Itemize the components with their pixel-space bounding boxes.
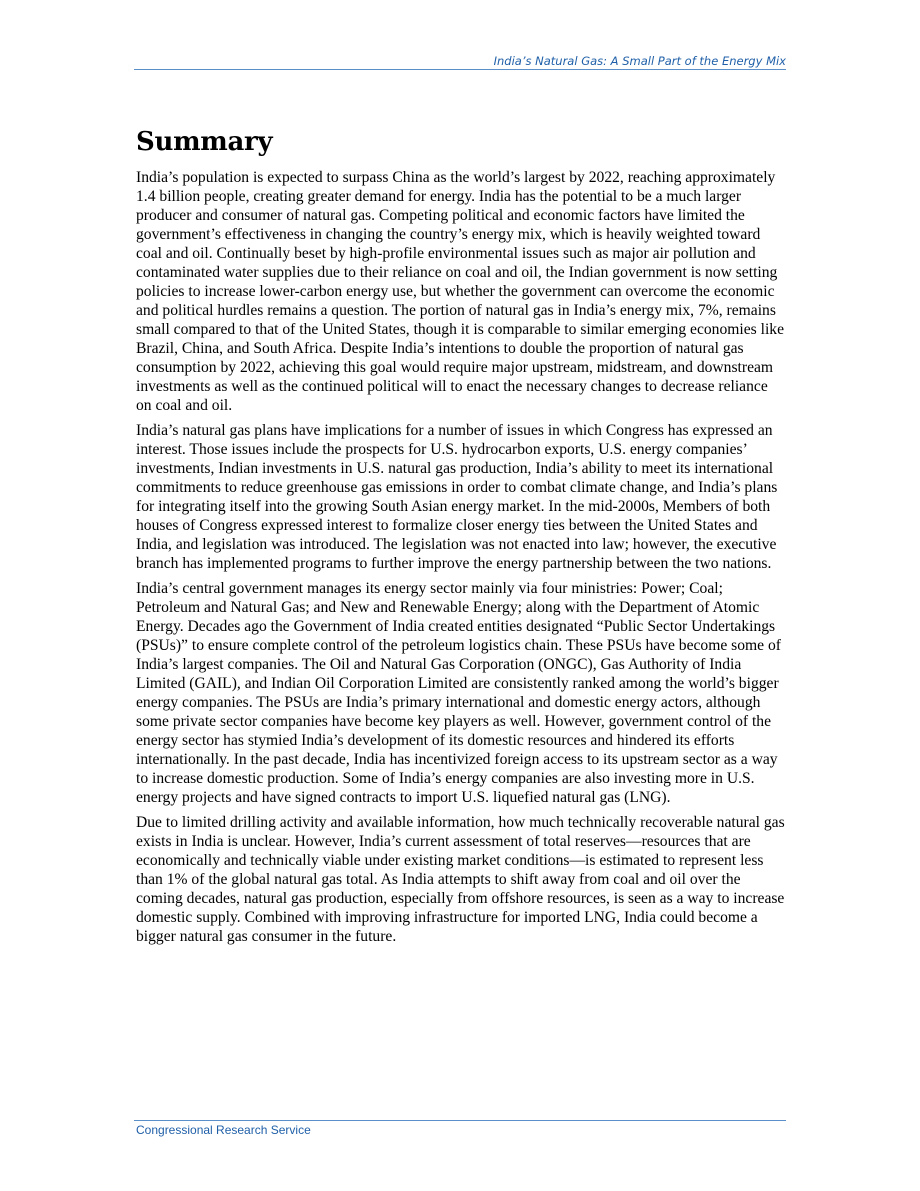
running-header-title: India’s Natural Gas: A Small Part of the Energy Mix [493,54,786,68]
summary-paragraph-4: Due to limited drilling activity and available information, how much technically recoverable natural gas exists in India is unclear. However, India’s current assessment of total reserves—resources that are economically and technically viable under existing market conditions—is estimated to represent less than 1% of the global natural gas total. As India attempts to shift away from coal and oil over the coming decades, natural gas production, especially from offshore resources, is seen as a way to increase domestic supply. Combined with improving infrastructure for imported LNG, India could become a bigger natural gas consumer in the future. [136,814,785,945]
section-heading: Summary [136,127,273,157]
header-divider [134,69,786,70]
footer-publisher: Congressional Research Service [136,1123,311,1137]
footer-divider [134,1120,786,1121]
summary-paragraph-2: India’s natural gas plans have implications for a number of issues in which Congress has expressed an interest. Those issues include the prospects for U.S. hydrocarbon exports, U.S. energy companies’ investments, Indian investments in U.S. natural gas production, India’s ability to meet its international commitments to reduce greenhouse gas emissions in order to combat climate change, and India’s plans for integrating itself into the growing South Asian energy market. In the mid-2000s, Members of both houses of Congress expressed interest to formalize closer energy ties between the United States and India, and legislation was introduced. The legislation was not enacted into law; however, the executive branch has implemented programs to further improve the energy partnership between the two nations. [136,422,778,572]
summary-paragraph-3: India’s central government manages its energy sector mainly via four ministries: Power; Coal; Petroleum and Natural Gas; and New and Renewable Energy; along with the Department of Atomic Energy. Decades ago the Government of India created entities designated “Public Sector Undertakings (PSUs)” to ensure complete control of the petroleum logistics chain. These PSUs have become some of India’s largest companies. The Oil and Natural Gas Corporation (ONGC), Gas Authority of India Limited (GAIL), and Indian Oil Corporation Limited are consistently ranked among the world’s bigger energy companies. The PSUs are India’s primary international and domestic energy actors, although some private sector companies have become key players as well. However, government control of the energy sector has stymied India’s development of its domestic resources and hindered its efforts internationally. In the past decade, India has incentivized foreign access to its upstream sector as a way to increase domestic production. Some of India’s energy companies are also investing more in U.S. energy projects and have signed contracts to import U.S. liquefied natural gas (LNG). [136,580,781,806]
summary-section [136,122,786,952]
summary-paragraph-1: India’s population is expected to surpass China as the world’s largest by 2022, reaching approximately 1.4 billion people, creating greater demand for energy. India has the potential to be a much larger producer and consumer of natural gas. Competing political and economic factors have limited the government’s effectiveness in changing the country’s energy mix, which is heavily weighted toward coal and oil. Continually beset by high-profile environmental issues such as major air pollution and contaminated water supplies due to their reliance on coal and oil, the Indian government is now setting policies to increase lower-carbon energy use, but whether the government can overcome the economic and political hurdles remains a question. The portion of natural gas in India’s energy mix, 7%, remains small compared to that of the United States, though it is comparable to similar emerging economies like Brazil, China, and South Africa. Despite India’s intentions to double the proportion of natural gas consumption by 2022, achieving this goal would require major upstream, midstream, and downstream investments as well as the continued political will to enact the necessary changes to decrease reliance on coal and oil. [136,169,785,414]
